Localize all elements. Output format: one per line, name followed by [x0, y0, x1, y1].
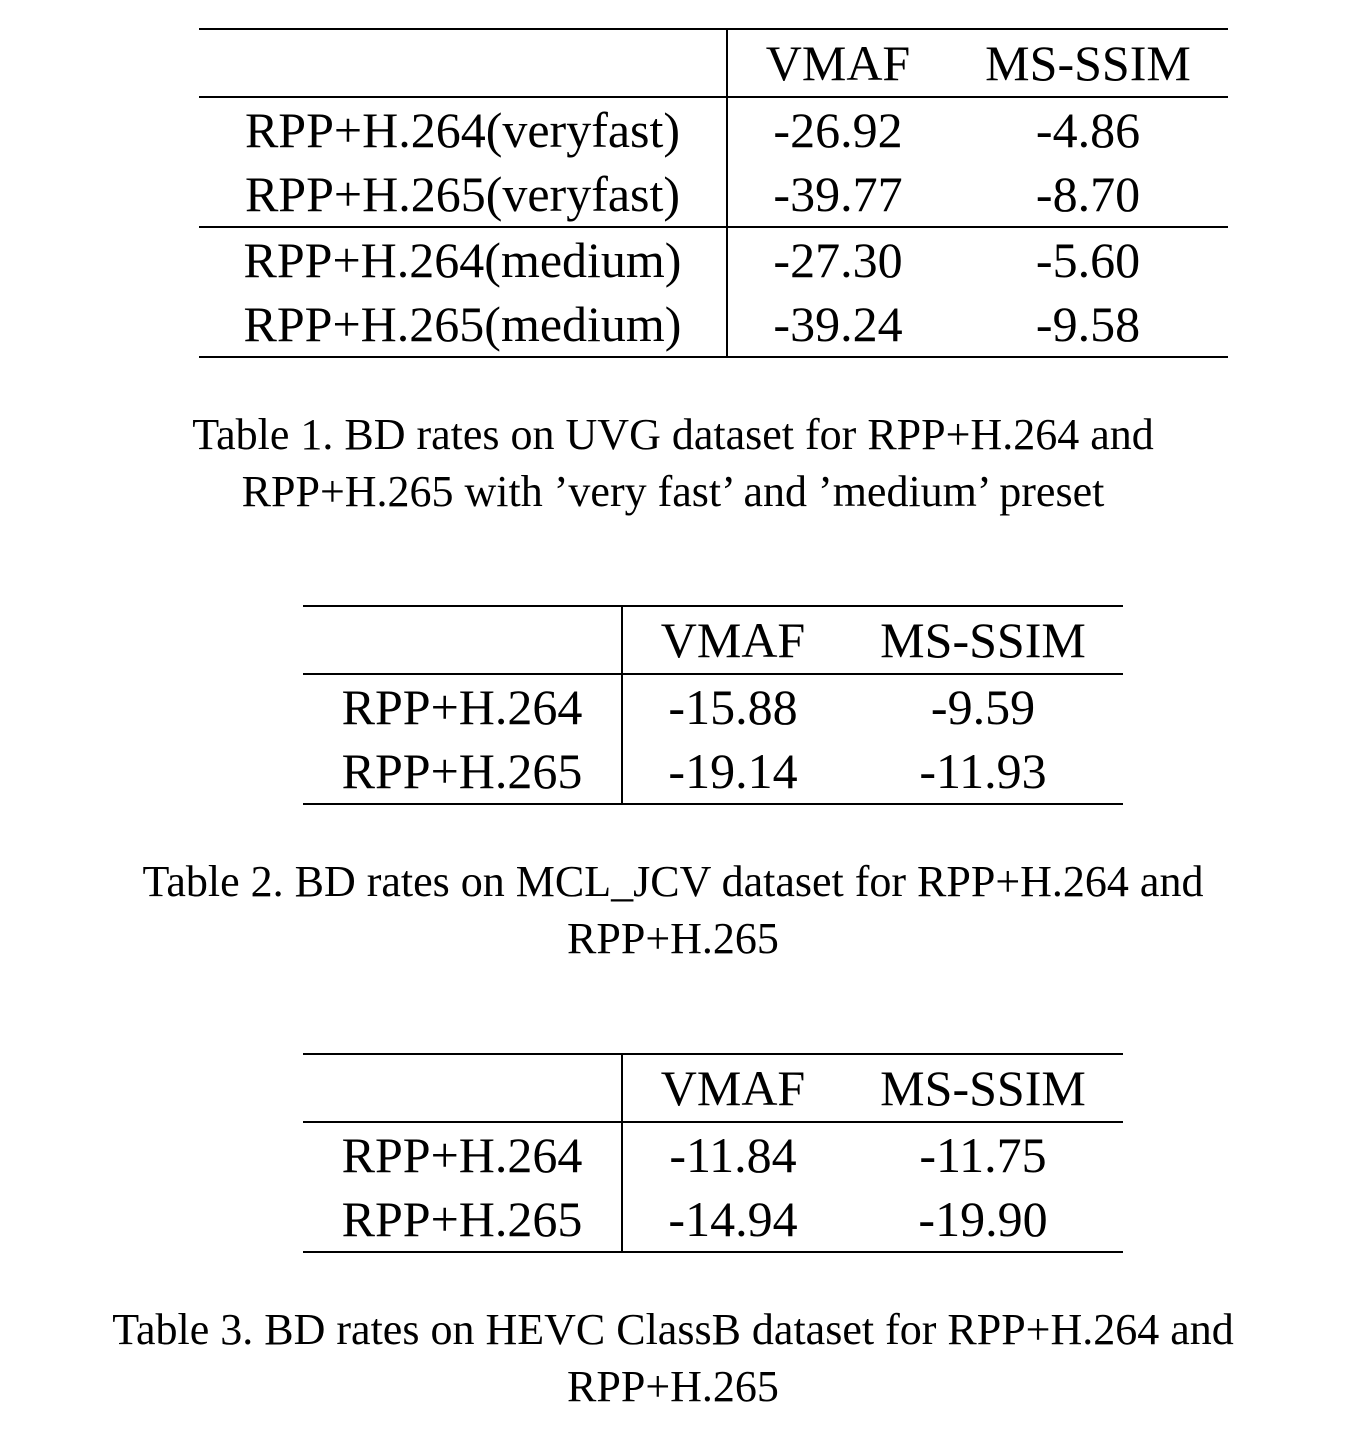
table-header-row [303, 606, 1123, 674]
row-label: RPP+H.265 [303, 739, 622, 804]
caption-line: Table 2. BD rates on MCL_JCV dataset for RPP+H.264 and [142, 857, 1204, 906]
table-1 [199, 28, 1228, 358]
caption-line: RPP+H.265 [567, 914, 779, 963]
table-3-caption [0, 1301, 1346, 1415]
header-ms-ssim: MS-SSIM [843, 606, 1123, 674]
ms-ssim-value: -9.59 [843, 674, 1123, 739]
vmaf-value: -26.92 [727, 97, 948, 162]
table-row [199, 97, 1228, 162]
ms-ssim-value: -4.86 [948, 97, 1228, 162]
table-header-row [303, 1054, 1123, 1122]
table-row [199, 227, 1228, 292]
vmaf-value: -15.88 [622, 674, 843, 739]
header-ms-ssim: MS-SSIM [843, 1054, 1123, 1122]
table-2-caption [0, 853, 1346, 967]
vmaf-value: -39.77 [773, 166, 903, 222]
header-vmaf: VMAF [727, 29, 948, 97]
caption-line: RPP+H.265 with ’very fast’ and ’medium’ preset [241, 467, 1105, 516]
table-row [303, 674, 1123, 739]
row-label: RPP+H.265(veryfast) [199, 162, 727, 227]
table-2 [303, 605, 1123, 805]
ms-ssim-value: -19.90 [843, 1187, 1123, 1252]
caption-line: Table 1. BD rates on UVG dataset for RPP+H.264 and [192, 410, 1154, 459]
table-row [303, 1187, 1123, 1252]
ms-ssim-value: -5.60 [948, 227, 1228, 292]
row-label: RPP+H.265 [303, 1187, 622, 1252]
table-3 [303, 1053, 1123, 1253]
ms-ssim-value: -11.93 [843, 739, 1123, 804]
header-ms-ssim: MS-SSIM [948, 29, 1228, 97]
header-vmaf: VMAF [622, 606, 843, 674]
header-empty-cell [303, 1054, 622, 1122]
header-empty-cell [199, 29, 727, 97]
ms-ssim-value: -8.70 [1035, 166, 1141, 222]
row-label: RPP+H.264(veryfast) [199, 97, 727, 162]
row-label: RPP+H.264 [303, 1122, 622, 1187]
header-vmaf: VMAF [622, 1054, 843, 1122]
row-label: RPP+H.264 [303, 674, 622, 739]
table-row [199, 162, 1228, 227]
vmaf-value: -14.94 [622, 1187, 843, 1252]
table-row [199, 292, 1228, 357]
ms-ssim-value: -9.58 [948, 292, 1228, 357]
row-label: RPP+H.265(medium) [199, 292, 727, 357]
vmaf-value: -27.30 [727, 227, 948, 292]
ms-ssim-value: -11.75 [843, 1122, 1123, 1187]
vmaf-value: -39.24 [727, 292, 948, 357]
table-header-row [199, 29, 1228, 97]
row-label: RPP+H.264(medium) [199, 227, 727, 292]
vmaf-value: -11.84 [622, 1122, 843, 1187]
table-row [303, 739, 1123, 804]
caption-line: RPP+H.265 [567, 1362, 779, 1411]
header-empty-cell [303, 606, 622, 674]
table-1-caption [0, 406, 1346, 520]
vmaf-value: -19.14 [622, 739, 843, 804]
table-row [303, 1122, 1123, 1187]
caption-line: Table 3. BD rates on HEVC ClassB dataset for RPP+H.264 and [112, 1305, 1234, 1354]
